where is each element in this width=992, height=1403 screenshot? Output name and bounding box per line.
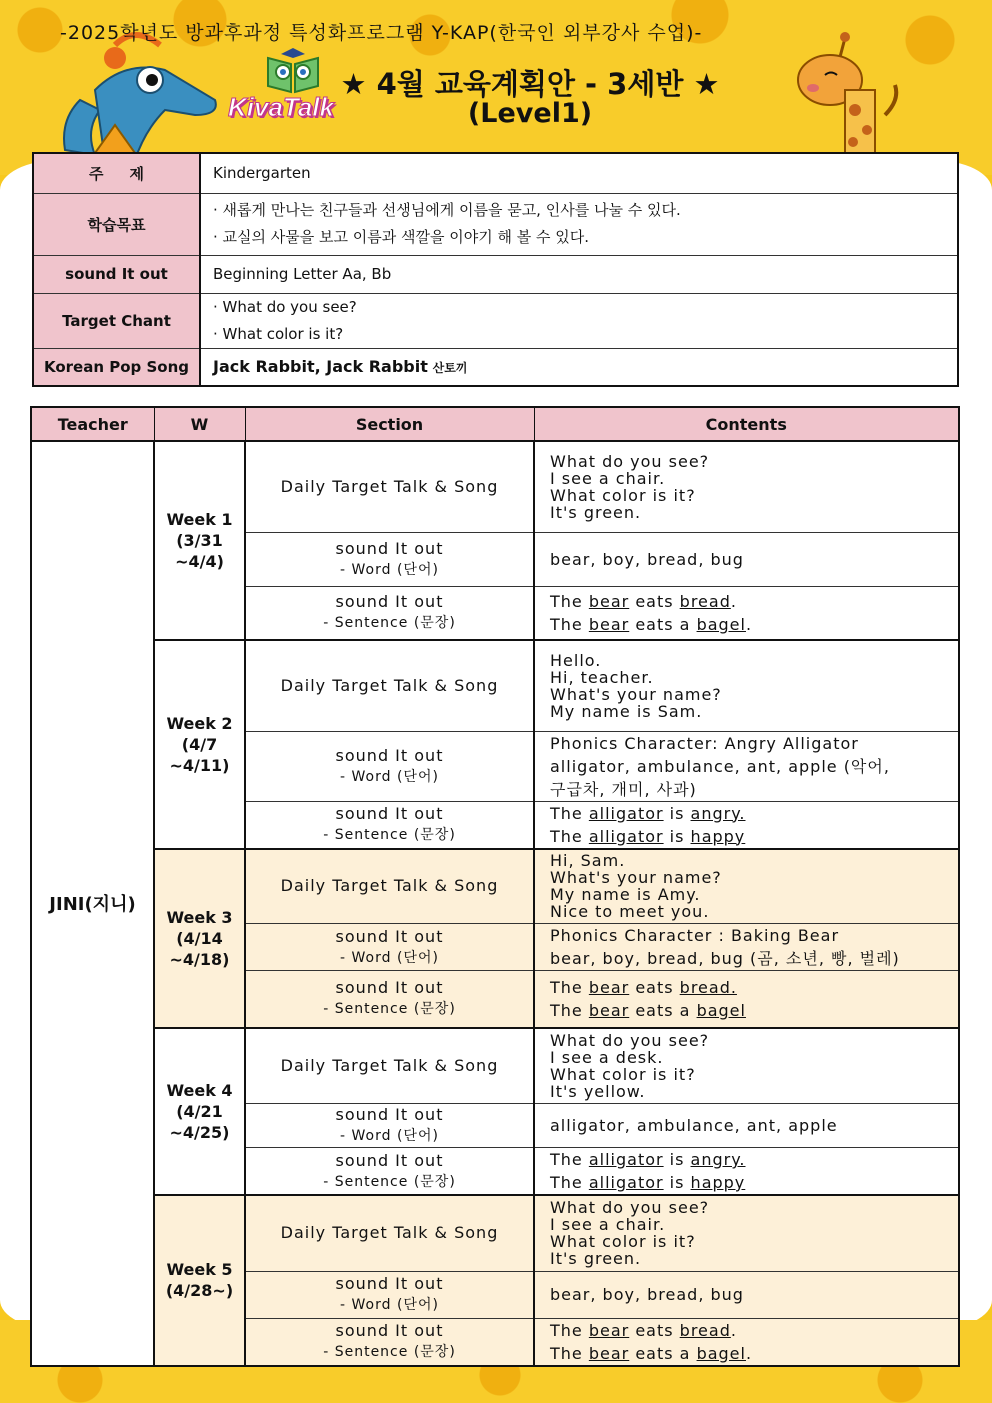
section-word: sound It out - Word (단어): [245, 532, 534, 586]
table-row: [31, 1195, 959, 1271]
chant-label: Target Chant: [33, 293, 200, 348]
goal-item-2: · 교실의 사물을 보고 이름과 색깔을 이야기 해 볼 수 있다.: [213, 228, 589, 246]
section-word: sound It out - Word (단어): [245, 1104, 534, 1148]
week-5-label: Week 5 (4/28~): [154, 1195, 245, 1366]
week-2-label: Week 2 (4/7 ~4/11): [154, 640, 245, 849]
chant-value: [200, 293, 958, 348]
section-sentence: sound It out - Sentence (문장): [245, 586, 534, 640]
page-subtitle: (Level1): [467, 98, 593, 129]
week-1-sentence: The bear eats bread. The bear eats a bagel.: [534, 586, 959, 640]
table-row: [31, 849, 959, 924]
song-korean: 산토끼: [432, 361, 468, 376]
dinosaur-illustration: [55, 30, 225, 165]
info-row-topic: [33, 153, 958, 193]
table-row: [31, 441, 959, 532]
header-section: Section: [245, 407, 534, 441]
week-2-talk: Hello. Hi, teacher. What's your name? My name is Sam.: [534, 640, 959, 731]
section-sentence: sound It out - Sentence (문장): [245, 971, 534, 1028]
week-5-word: bear, boy, bread, bug: [534, 1271, 959, 1318]
section-talk: Daily Target Talk & Song: [245, 640, 534, 731]
section-sentence: sound It out - Sentence (문장): [245, 801, 534, 849]
teacher-name: JINI(지니): [31, 441, 154, 1366]
chant-item-2: · What color is it?: [213, 324, 344, 343]
logo-text: KivaTalk: [228, 92, 334, 122]
week-1-talk: What do you see? I see a chair. What color is it? It's green.: [534, 441, 959, 532]
week-3-word: Phonics Character : Baking Bear bear, boy, bread, bug (곰, 소년, 빵, 벌레): [534, 924, 959, 971]
info-row-chant: [33, 293, 958, 348]
week-1-label: Week 1 (3/31 ~4/4): [154, 441, 245, 640]
giraffe-illustration: [795, 30, 905, 155]
week-3-sentence: The bear eats bread. The bear eats a bagel: [534, 971, 959, 1028]
plan-header-row: [31, 407, 959, 441]
section-word: sound It out - Word (단어): [245, 924, 534, 971]
section-talk: Daily Target Talk & Song: [245, 441, 534, 532]
info-row-sound: [33, 255, 958, 293]
topic-value: Kindergarten: [200, 153, 958, 193]
week-2-sentence: The alligator is angry. The alligator is happy: [534, 801, 959, 849]
header-contents: Contents: [534, 407, 959, 441]
info-row-song: [33, 348, 958, 386]
week-4-talk: What do you see? I see a desk. What color is it? It's yellow.: [534, 1028, 959, 1104]
info-table: [32, 152, 959, 387]
topic-label: 주 제: [33, 153, 200, 193]
week-3-talk: Hi, Sam. What's your name? My name is Amy. Nice to meet you.: [534, 849, 959, 924]
section-word: sound It out - Word (단어): [245, 1271, 534, 1318]
goal-item-1: · 새롭게 만나는 친구들과 선생님에게 이름을 묻고, 인사를 나눌 수 있다.: [213, 201, 681, 219]
week-3-label: Week 3 (4/14 ~4/18): [154, 849, 245, 1028]
goal-label: 학습목표: [33, 193, 200, 255]
section-talk: Daily Target Talk & Song: [245, 849, 534, 924]
section-sentence: sound It out - Sentence (문장): [245, 1148, 534, 1196]
table-row: [31, 640, 959, 731]
song-title: Jack Rabbit, Jack Rabbit: [213, 357, 428, 377]
sound-value: Beginning Letter Aa, Bb: [200, 255, 958, 293]
info-row-goal: [33, 193, 958, 255]
goal-value: [200, 193, 958, 255]
section-sentence: sound It out - Sentence (문장): [245, 1318, 534, 1366]
week-5-talk: What do you see? I see a chair. What color is it? It's green.: [534, 1195, 959, 1271]
section-talk: Daily Target Talk & Song: [245, 1195, 534, 1271]
week-1-word: bear, boy, bread, bug: [534, 532, 959, 586]
week-4-label: Week 4 (4/21 ~4/25): [154, 1028, 245, 1196]
song-value: [200, 348, 958, 386]
section-talk: Daily Target Talk & Song: [245, 1028, 534, 1104]
week-2-word: Phonics Character: Angry Alligator alligator, ambulance, ant, apple (악어, 구급차, 개미, 사과): [534, 731, 959, 801]
page-title: ★ 4월 교육계획안 - 3세반 ★: [340, 67, 720, 101]
week-4-word: alligator, ambulance, ant, apple: [534, 1104, 959, 1148]
table-row: [31, 1028, 959, 1104]
song-label: Korean Pop Song: [33, 348, 200, 386]
sound-label: sound It out: [33, 255, 200, 293]
section-word: sound It out - Word (단어): [245, 731, 534, 801]
program-title: -2025학년도 방과후과정 특성화프로그램 Y-KAP(한국인 외부강사 수업)-: [60, 22, 703, 44]
plan-table: [30, 406, 960, 1367]
week-4-sentence: The alligator is angry. The alligator is happy: [534, 1148, 959, 1196]
chant-item-1: · What do you see?: [213, 297, 357, 316]
header-week: W: [154, 407, 245, 441]
week-5-sentence: The bear eats bread. The bear eats a bagel.: [534, 1318, 959, 1366]
header-teacher: Teacher: [31, 407, 154, 441]
